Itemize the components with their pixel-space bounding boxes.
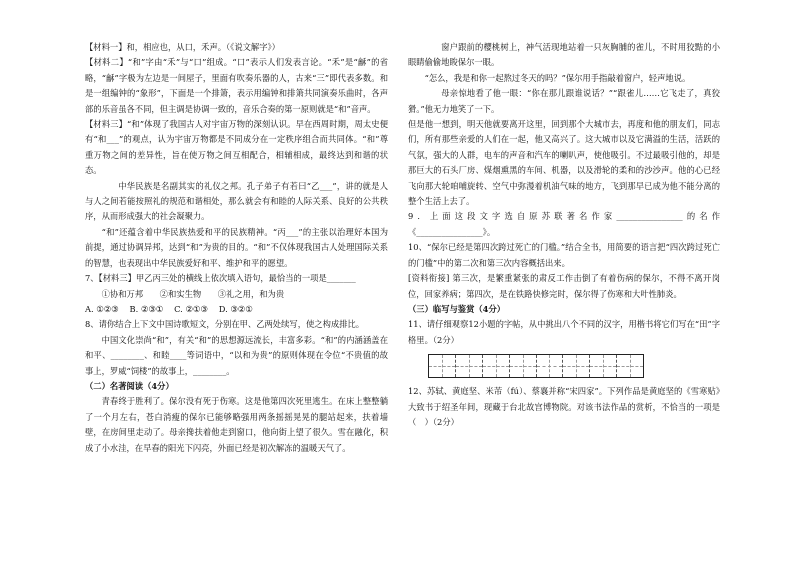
right-paragraph: 窗户跟前的樱桃树上，神气活现地站着一只灰胸脯的雀儿，不时用狡黠的小眼睛偷偷地睃保尔一眼。 — [408, 42, 720, 68]
right-paragraph: 9．上面这段文字选自原苏联著名作家________________的名作《________________》。 — [408, 211, 720, 237]
tian-zi-cell[interactable] — [483, 355, 510, 377]
left-paragraph: 中国文化崇尚“和”，有关“和”的思想源远流长，丰富多彩。“和”的内涵涵盖在和平、________、和睦____等词语中，“以和为贵”的原则体现在令位“不贵值的故事上，罗威“饲楼”的故事上，________。 — [85, 334, 388, 376]
left-paragraph: 7、【材料三】甲乙丙三处的横线上依次填入语句，最恰当的一项是_______ — [85, 273, 356, 284]
right-paragraph: 12、苏轼、黄庭坚、米芾（fú）、蔡襄并称“宋四家”。下列作品是黄庭坚的《雪寒贴》大致书于绍圣年间，现藏于台北故宫博物院。对该书法作品的赏析，不恰当的一项是（ ）（2分） — [408, 386, 720, 427]
right-paragraph: [资料衔接] 第三次，是繁重紧张的肃反工作击倒了有着伤病的保尔，不得不离开岗位，回家养病；第四次，是在铁路快修完时，保尔得了伤寒和大叶性肺炎。 — [408, 273, 720, 299]
left-paragraph: 青春终于胜利了。保尔没有死于伤寒。这是他第四次死里逃生。在床上整整躺了一个月左右，苍白消瘦的保尔已能够略强用两条摇摇晃晃的腿站起来，扶着墙壁，在房间里走动了。母亲搀扶着他走到窗口，他向街上望了很久。雪在融化，积成了小水洼，在早春的阳光下闪亮，外面已经是初次解冻的温暖天气了。 — [85, 396, 388, 453]
left-paragraph: A. ①②③ B. ②③① C. ②①③ D. ③②① — [85, 303, 253, 314]
tian-zi-cell[interactable] — [429, 355, 456, 377]
left-paragraph: 【材料二】“和”字由“禾”与“口”组成。“口”表示人们发表言论。“禾”是“龢”的省略，“龢”字极为左边是一间屋子，里面有吹奏乐器的人，古来“三”即代表多数。和是一组编钟的“象形”，下面是一个排箫，表示用编钟和排箫共同演奏乐曲时，各声部的乐音虽各不同，但主调是协调一致的，音乐合奏的第一原则就是“和”音声。 — [85, 57, 388, 114]
left-paragraph: “和”还蕴含着中华民族热爱和平的民族精神。“丙___”的主张以治理好本国为前提，通过协调异邦，达到“和”为贵的目的。“和”不仅体现我国古人处理国际关系的智慧，也表现出中华民族爱好和平、维护和平的愿望。 — [85, 226, 388, 268]
tian-zi-cell[interactable] — [590, 355, 617, 377]
left-paragraph: ①协和万邦 ②和实生物 ③礼之用，和为贵 — [101, 288, 285, 299]
right-paragraph: “怎么，我是和你一起熬过冬天的吗？”保尔用手指敲着窗户，轻声地说。 — [424, 72, 691, 83]
right-column — [408, 40, 720, 430]
right-paragraph: 11、请仔细观察12小题的字帖，从中挑出八个不同的汉字，用楷书将它们写在“田”字格里。（2分） — [408, 319, 720, 345]
right-paragraph: 10、“保尔已经是第四次跨过死亡的门槛。”结合全书，用简要的语言把“四次跨过死亡的门槛”中的第二次和第三次内容概括出来。 — [408, 242, 720, 268]
left-paragraph: 【材料一】和，相应也，从口，禾声。（《说文解字》） — [85, 42, 280, 52]
tian-zi-cell[interactable] — [563, 355, 590, 377]
tian-zi-cell[interactable] — [456, 355, 483, 377]
left-paragraph: 8、请你结合上下文中国诗歌短文，分别在甲、乙两处续写，使之构成排比。 — [85, 319, 365, 330]
left-paragraph: 【材料三】“和”体现了我国古人对宇宙万物的深刻认识。早在西周时期，周太史便有“和___”的观点，认为宇宙万物都是不同成分在一定秩序组合而共同体。“和”尊重万物之间的差异性，旨在使万物之间互相配合，相辅相成，最终达到和谐的状态。 — [85, 119, 388, 176]
tian-zi-cell[interactable] — [537, 355, 564, 377]
tian-zi-cell[interactable] — [617, 355, 643, 377]
tian-zi-cell[interactable] — [510, 355, 537, 377]
left-column — [85, 40, 388, 456]
right-paragraph: （三）临写与鉴赏（4分） — [408, 303, 506, 314]
left-paragraph: 中华民族是名副其实的礼仪之邦。孔子弟子有若曰“乙___”，讲的就是人与人之间若能按照礼的规范和谐相处，那么就会有和睦的人际关系、良好的公共秩序，从而形成强大的社会凝聚力。 — [85, 180, 388, 222]
right-paragraph: 母亲惊地看了他一眼：“你在那儿跟谁说话？”“跟雀儿……它飞走了，真狡猾。”他无力地笑了一下。 — [408, 88, 720, 114]
left-paragraph: （二）名著阅读（4分） — [85, 380, 174, 391]
tian-zi-grid[interactable] — [428, 354, 644, 378]
right-paragraph: 但是他一想到，明天他就要离开这里，回到那个大城市去，再度和他的朋友们，同志们，所有那些亲爱的人们在一起，他又高兴了。这大城市以及它满溢的生活，活跃的气氛，强大的人群，电车的声音和汽车的喇叭声，使他吸引。不过最吸引他的，却是那巨大的石头厂房、煤烟熏黑的车间、机器，以及滑轮的柔和的沙沙声。他的心已经飞向那大轮咱哺旋转、空气中弥漫着机油气味的地方，飞到那早已成为他不能分离的整个生活上去了。 — [408, 119, 720, 207]
